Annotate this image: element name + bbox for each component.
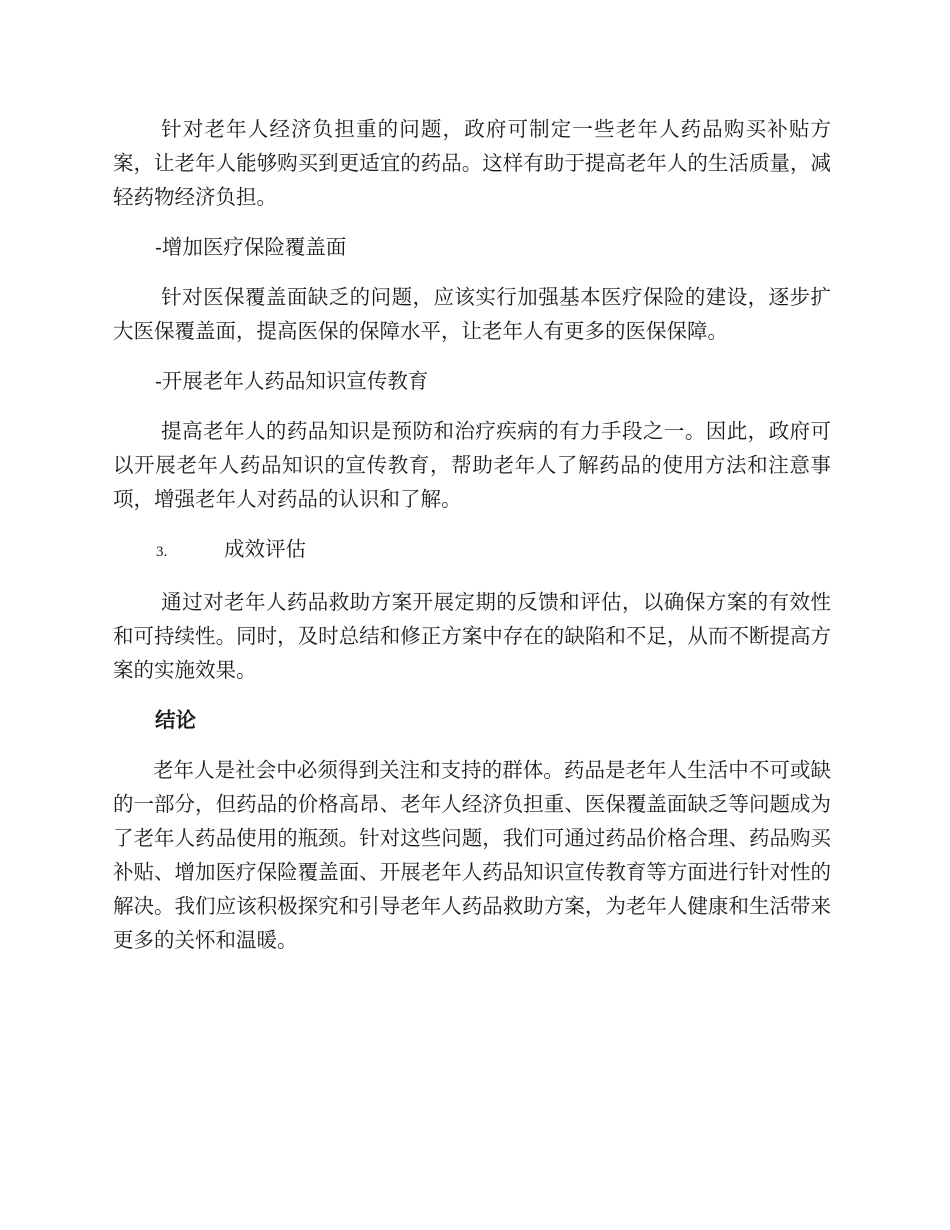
document-page	[113, 112, 831, 957]
subheading-insurance: -增加医疗保险覆盖面	[155, 235, 347, 259]
numbered-item-evaluation	[113, 532, 831, 569]
paragraph-conclusion: 老年人是社会中必须得到关注和支持的群体。药品是老年人生活中不可或缺的一部分，但药品的价格高昂、老年人经济负担重、医保覆盖面缺乏等问题成为了老年人药品使用的瓶颈。针对这些问题，我们可通过药品价格合理、药品购买补贴、增加医疗保险覆盖面、开展老年人药品知识宣传教育等方面进行针对性的解决。我们应该积极探究和引导老年人药品救助方案，为老年人健康和生活带来更多的关怀和温暖。	[113, 758, 831, 952]
item-number: 3.	[156, 544, 168, 560]
item-title: 成效评估	[224, 537, 306, 561]
section-heading-conclusion: 结论	[155, 708, 196, 732]
paragraph-insurance: 针对医保覆盖面缺乏的问题，应该实行加强基本医疗保险的建设，逐步扩大医保覆盖面，提高医保的保障水平，让老年人有更多的医保保障。	[113, 285, 831, 343]
paragraph-subsidy: 针对老年人经济负担重的问题，政府可制定一些老年人药品购买补贴方案，让老年人能够购买到更适宜的药品。这样有助于提高老年人的生活质量，减轻药物经济负担。	[113, 117, 831, 209]
paragraph-education: 提高老年人的药品知识是预防和治疗疾病的有力手段之一。因此，政府可以开展老年人药品知识的宣传教育，帮助老年人了解药品的使用方法和注意事项，增强老年人对药品的认识和了解。	[113, 419, 831, 511]
subheading-education: -开展老年人药品知识宣传教育	[155, 369, 429, 393]
paragraph-evaluation: 通过对老年人药品救助方案开展定期的反馈和评估，以确保方案的有效性和可持续性。同时，及时总结和修正方案中存在的缺陷和不足，从而不断提高方案的实施效果。	[113, 590, 831, 682]
